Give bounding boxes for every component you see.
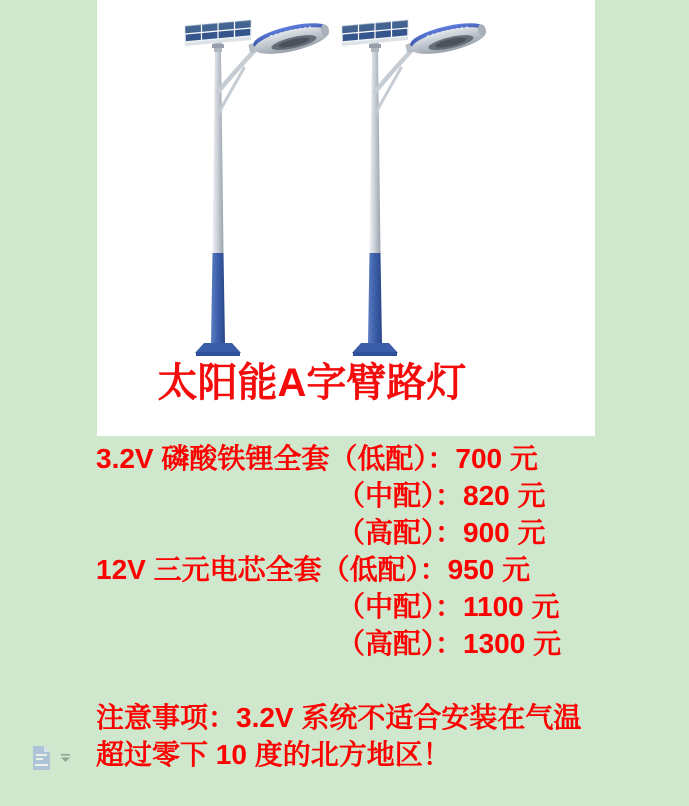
price-line-5: （中配）：1100 元 (337, 591, 560, 622)
price-line-4: 12V 三元电芯全套（低配）：950 元 (96, 554, 531, 585)
paste-options-icon (33, 746, 50, 770)
notice-line-1: 注意事项：3.2V 系统不适合安装在气温 (96, 702, 582, 733)
notice-line-2: 超过零下 10 度的北方地区！ (96, 739, 451, 770)
price-and-notice-text (96, 440, 581, 773)
image-caption: 太阳能A字臂路灯 (157, 361, 467, 405)
price-line-6: （高配）：1300 元 (337, 628, 562, 659)
blank-line (96, 662, 581, 699)
price-line-2: （中配）：820 元 (337, 480, 546, 511)
product-image[interactable] (97, 0, 595, 436)
paste-options-button[interactable] (29, 743, 73, 775)
price-line-3: （高配）：900 元 (337, 517, 546, 548)
chevron-down-icon (61, 754, 70, 762)
price-line-1: 3.2V 磷酸铁锂全套（低配）：700 元 (96, 443, 538, 474)
